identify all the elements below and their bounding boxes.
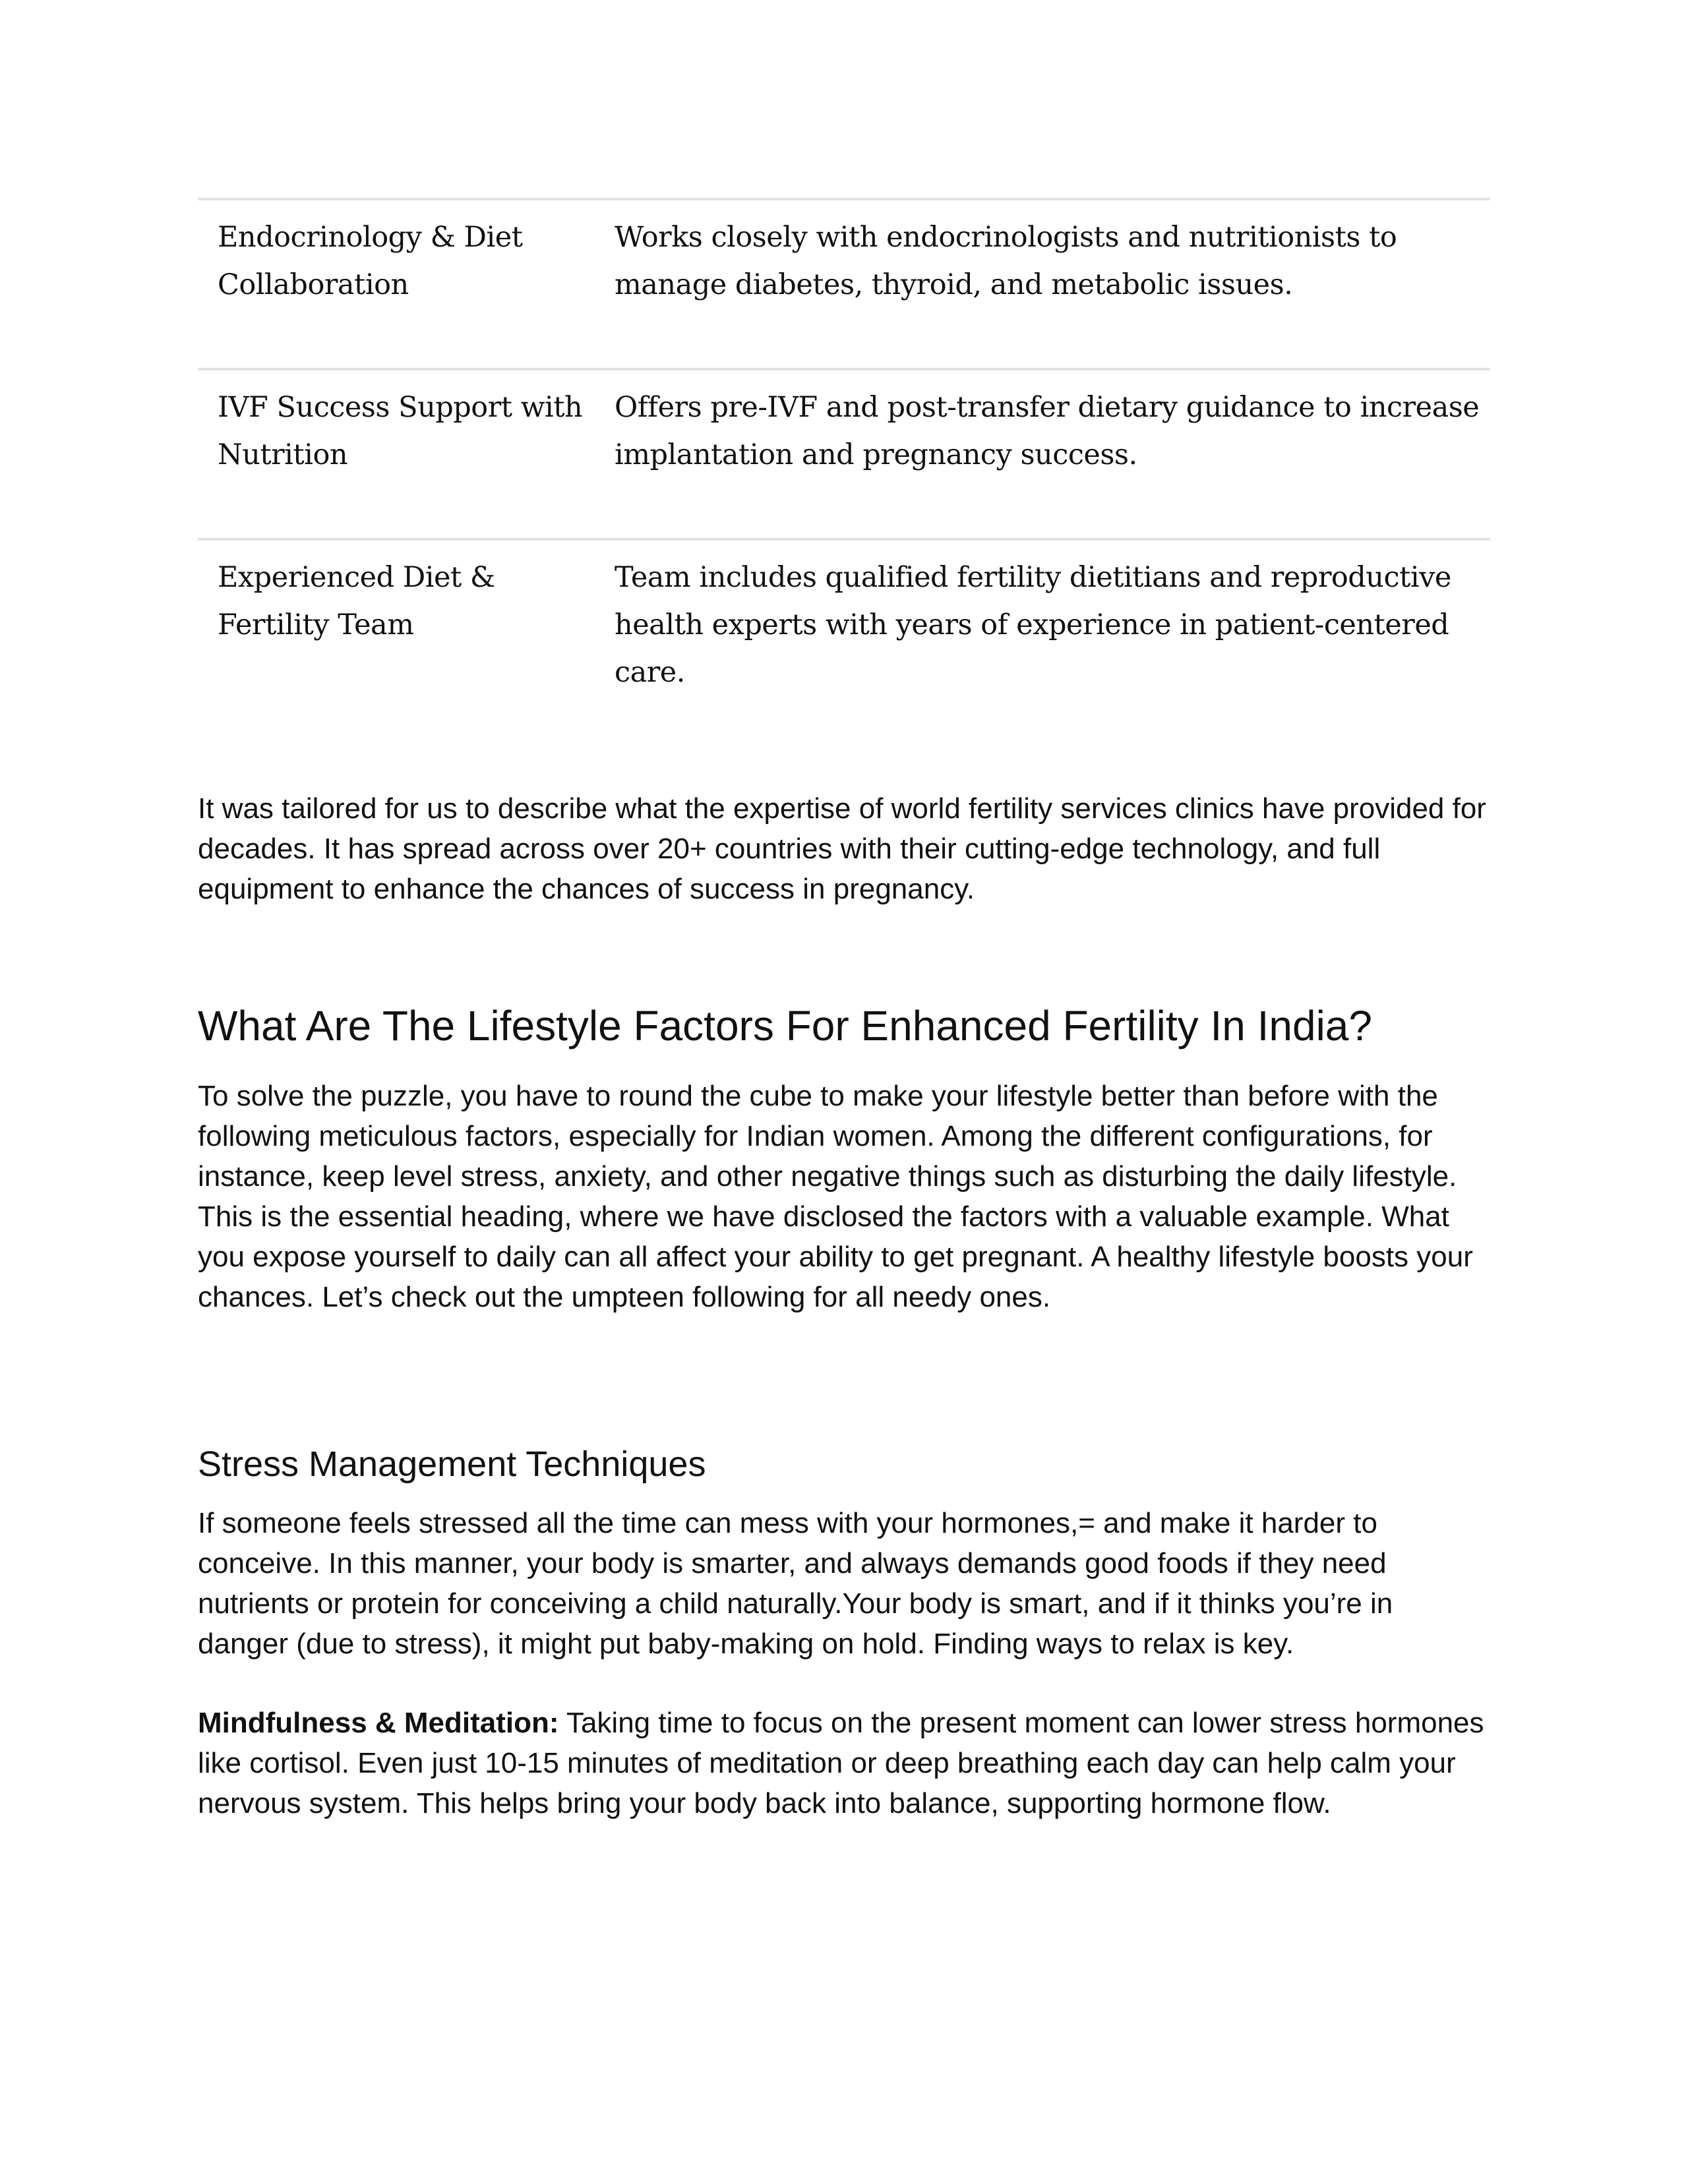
table-cell-feature: IVF Success Support with Nutrition (218, 391, 583, 471)
table-row (198, 538, 1490, 709)
lifestyle-factors-paragraph: To solve the puzzle, you have to round the cube to make your lifestyle better than before with the following meticulous factors, especially for Indian women. Among the different configurations, for instance, keep level stress, anxiety, and other negative things such as disturbing the daily lifestyle. This is the essential heading, where we have disclosed the factors with a valuable example. What you expose yourself to daily can all affect your ability to get pregnant. A healthy lifestyle boosts your chances. Let’s check out the umpteen following for all needy ones. (198, 1080, 1473, 1313)
table-cell-description: Works closely with endocrinologists and nutritionists to manage diabetes, thyroid, and metabolic issues. (615, 221, 1397, 301)
mindfulness-text: Taking time to focus on the present moment can lower stress hormones like cortisol. Even just 10-15 minutes of meditation or deep breathing each day can help calm your nervous system. This helps bring your body back into balance, supporting hormone flow. (198, 1707, 1484, 1819)
intro-paragraph: It was tailored for us to describe what the expertise of world fertility services clinics have provided for decades. It has spread across over 20+ countries with their cutting-edge technology, and full equipment to enhance the chances of success in pregnancy. (198, 792, 1486, 905)
table-cell-feature: Experienced Diet & Fertility Team (218, 561, 495, 641)
mindfulness-paragraph (198, 1703, 1490, 1823)
lifestyle-factors-heading: What Are The Lifestyle Factors For Enhanced Fertility In India? (198, 1002, 1372, 1049)
table-row (198, 198, 1490, 369)
stress-management-paragraph: If someone feels stressed all the time can mess with your hormones,= and make it harder to conceive. In this manner, your body is smarter, and always demands good foods if they need nutrients or protein for conceiving a child naturally.Your body is smart, and if it thinks you’re in danger (due to stress), it might put baby-making on hold. Finding ways to relax is key. (198, 1507, 1393, 1660)
table-cell-feature: Endocrinology & Diet Collaboration (218, 221, 523, 301)
table-cell-description: Team includes qualified fertility dietitians and reproductive health experts with years of experience in patient-centered care. (615, 561, 1451, 689)
stress-management-heading: Stress Management Techniques (198, 1444, 706, 1484)
table-row (198, 368, 1490, 539)
mindfulness-label: Mindfulness & Meditation: (198, 1707, 559, 1739)
table-cell-description: Offers pre-IVF and post-transfer dietary guidance to increase implantation and pregnancy success. (615, 391, 1480, 471)
